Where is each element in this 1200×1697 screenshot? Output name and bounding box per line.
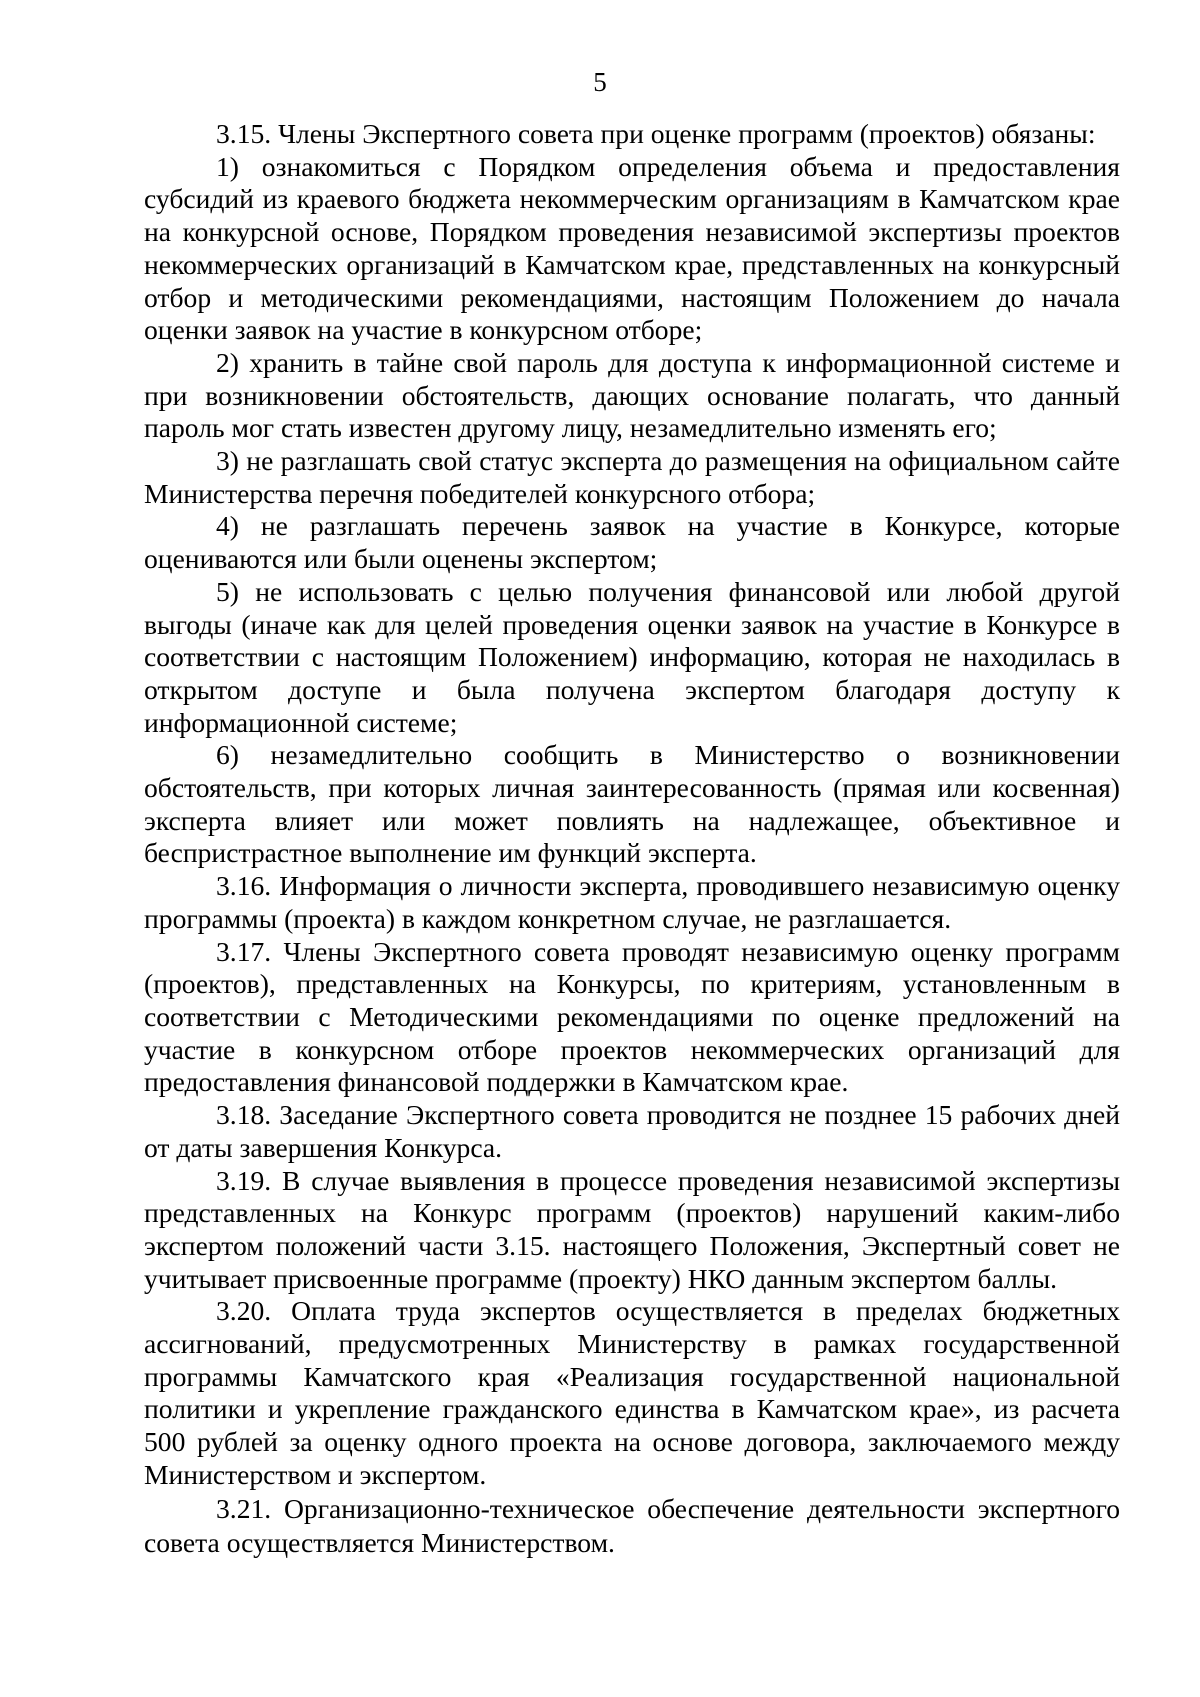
list-item-6: 6) незамедлительно сообщить в Министерство о возникновении обстоятельств, при которых личная заинтересованность (прямая или косвенная) эксперта влияет или может повлиять на надлежащее, объективное и беспристрастное выполнение им функций эксперта. (144, 739, 1120, 869)
list-item-4: 4) не разглашать перечень заявок на участие в Конкурсе, которые оцениваются или были оценены экспертом; (144, 510, 1120, 575)
list-item-2: 2) хранить в тайне свой пароль для доступа к информационной системе и при возникновении обстоятельств, дающих основание полагать, что данный пароль мог стать известен другому лицу, незамедлительно изменять его; (144, 346, 1120, 444)
list-item-3: 3) не разглашать свой статус эксперта до размещения на официальном сайте Министерства перечня победителей конкурсного отбора; (144, 445, 1120, 509)
paragraph-3-21: 3.21. Организационно-техническое обеспечение деятельности экспертного совета осуществляется Министерством. (144, 1492, 1120, 1558)
paragraph-3-19: 3.19. В случае выявления в процессе проведения независимой экспертизы представленных на Конкурс программ (проектов) нарушений каким-либо экспертом положений части 3.15. настоящего Положения, Экспертный совет не учитывает присвоенные программе (проекту) НКО данным экспертом баллы. (144, 1164, 1120, 1294)
list-item-5: 5) не использовать с целью получения финансовой или любой другой выгоды (иначе как для целей проведения оценки заявок на участие в Конкурсе в соответствии с настоящим Положением) информацию, которая не находилась в открытом доступе и была получена экспертом благодаря доступу к информационной системе; (144, 575, 1120, 738)
paragraph-3-16: 3.16. Информация о личности эксперта, проводившего независимую оценку программы (проекта) в каждом конкретном случае, не разглашается. (144, 870, 1120, 934)
page-number: 5 (593, 67, 607, 97)
document-body (144, 118, 1120, 1560)
paragraph-3-18: 3.18. Заседание Экспертного совета проводится не позднее 15 рабочих дней от даты завершения Конкурса. (144, 1099, 1120, 1163)
paragraph-3-15: 3.15. Члены Экспертного совета при оценке программ (проектов) обязаны: (216, 118, 1096, 149)
paragraph-3-17: 3.17. Члены Экспертного совета проводят независимую оценку программ (проектов), представленных на Конкурсы, по критериям, установленным в соответствии с Методическими рекомендациями по оценке предложений на участие в конкурсном отборе проектов некоммерческих организаций для предоставления финансовой поддержки в Камчатском крае. (144, 935, 1120, 1098)
list-item-1: 1) ознакомиться с Порядком определения объема и предоставления субсидий из краевого бюджета некоммерческим организациям в Камчатском крае на конкурсной основе, Порядком проведения независимой экспертизы проектов некоммерческих организаций в Камчатском крае, представленных на конкурсный отбор и методическими рекомендациями, настоящим Положением до начала оценки заявок на участие в конкурсном отборе; (144, 150, 1120, 346)
paragraph-3-20: 3.20. Оплата труда экспертов осуществляется в пределах бюджетных ассигнований, предусмотренных Министерству в рамках государственной программы Камчатского края «Реализация государственной национальной политики и укрепление гражданского единства в Камчатском крае», из расчета 500 рублей за оценку одного проекта на основе договора, заключаемого между Министерством и экспертом. (144, 1295, 1120, 1490)
